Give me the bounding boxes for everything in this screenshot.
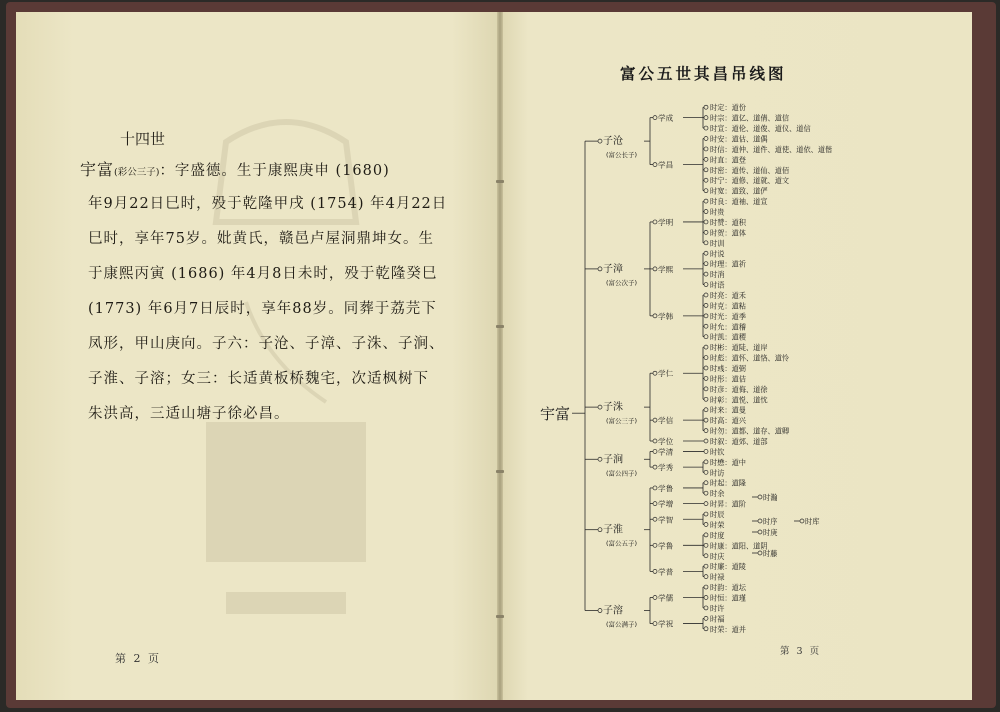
grandson-name: 学明 [658, 217, 674, 227]
descendant-entry: 时来：道曼 [710, 405, 746, 415]
item-node-marker [704, 491, 708, 495]
descendant-entry: 时藤 [763, 549, 778, 558]
descendant-entry: 时昇：道阶 [710, 499, 746, 509]
descendant-entry: 时说 [710, 249, 725, 259]
extension-node-marker [758, 519, 762, 523]
grandson-name: 学祝 [658, 619, 674, 629]
item-node-marker [704, 303, 708, 307]
descendant-entry: 时庆 [710, 551, 725, 561]
son-node-marker [598, 457, 602, 461]
son-node-marker [598, 528, 602, 532]
son-name: 子沧 [603, 136, 623, 148]
son-note: (富公三子) [606, 417, 638, 426]
descendant-entry: 时彪：道怀、道恪、道怜 [710, 353, 790, 363]
descendant-entry: 时度 [710, 530, 725, 540]
item-node-marker [704, 429, 708, 433]
item-node-marker [704, 105, 708, 109]
item-node-marker [704, 210, 708, 214]
descendant-entry: 时懋：道中 [710, 457, 746, 467]
grandson-name: 学儒 [658, 593, 674, 603]
son-name: 子涧 [603, 454, 623, 466]
descendant-entry: 时钦 [710, 447, 725, 457]
extension-node-marker [800, 519, 804, 523]
item-node-marker [704, 397, 708, 401]
child-node-marker [653, 418, 657, 422]
descendant-entry: 时辰 [710, 510, 725, 520]
descendant-entry: 时库 [805, 517, 820, 526]
item-node-marker [704, 376, 708, 380]
item-node-marker [704, 366, 708, 370]
item-node-marker [704, 314, 708, 318]
grandson-name: 学清 [658, 447, 674, 457]
descendant-entry: 时信：道仲、道件、道使、道依、道偕 [710, 144, 833, 154]
son-name: 子洙 [603, 402, 623, 414]
item-node-marker [704, 575, 708, 579]
child-node-marker [653, 543, 657, 547]
child-node-marker [653, 314, 657, 318]
item-node-marker [704, 512, 708, 516]
child-node-marker [653, 517, 657, 521]
child-node-marker [653, 220, 657, 224]
descendant-entry: 时彤：道佶 [710, 374, 746, 384]
descendant-entry: 时余 [710, 489, 725, 499]
descendant-entry: 时训 [710, 238, 725, 248]
item-node-marker [704, 595, 708, 599]
descendant-entry: 时赞：道积 [710, 217, 746, 227]
grandson-name: 学韩 [658, 311, 674, 321]
descendant-entry: 时宁：道修、道就、道文 [710, 176, 790, 186]
grandson-name: 学熙 [658, 264, 674, 274]
descendant-entry: 时康：道阳、道阴 [710, 541, 768, 551]
descendant-entry: 时贺：道体 [710, 228, 746, 238]
text-line-6: 凤形，甲山庚向。子六：子沧、子漳、子洙、子涧、 [88, 336, 445, 352]
grandson-name: 学鲁 [658, 541, 674, 551]
child-node-marker [653, 465, 657, 469]
descendant-entry: 时勿：道都、道存、道卿 [710, 426, 790, 436]
son-node-marker [598, 139, 602, 143]
item-node-marker [704, 220, 708, 224]
item-node-marker [704, 585, 708, 589]
son-name: 子溶 [603, 605, 623, 617]
child-node-marker [653, 449, 657, 453]
text-line-1-rest: ：字盛德。生于康熙庚申 (1680) [159, 163, 390, 179]
son-name: 子漳 [603, 263, 623, 275]
grandson-name: 学仁 [658, 369, 674, 379]
descendant-entry: 时定：道份 [710, 103, 746, 113]
item-node-marker [704, 147, 708, 151]
grandson-name: 学智 [658, 515, 674, 525]
item-node-marker [704, 606, 708, 610]
grandson-name: 学鲁 [658, 483, 674, 493]
person-name: 宇富 [80, 160, 115, 179]
descendant-entry: 时彧：道弼 [710, 364, 746, 373]
item-node-marker [704, 449, 708, 453]
grandson-name: 学信 [658, 416, 674, 426]
grandson-name: 学增 [658, 499, 674, 509]
item-node-marker [704, 230, 708, 234]
descendant-entry: 时彰：道悦、道忱 [710, 395, 768, 405]
descendant-entry: 时语 [710, 280, 725, 290]
item-node-marker [704, 522, 708, 526]
item-node-marker [704, 481, 708, 485]
item-node-marker [704, 178, 708, 182]
son-note: (富公长子) [606, 151, 638, 160]
descendant-entry: 时禄 [710, 572, 725, 582]
chart-title: 富公五世其昌吊线图 [620, 65, 787, 83]
item-node-marker [704, 533, 708, 537]
item-node-marker [704, 408, 708, 412]
item-node-marker [704, 324, 708, 328]
son-note: (富公四子) [606, 469, 638, 478]
text-line-5: (1773) 年6月7日辰时，享年88岁。同葬于荔芫下 [88, 301, 437, 317]
item-node-marker [704, 460, 708, 464]
descendant-entry: 时福 [710, 614, 725, 624]
descendant-entry: 时消 [710, 270, 725, 280]
descendant-entry: 时凯：道稷 [710, 332, 746, 342]
descendant-entry: 时彬：道陡、道岸 [710, 343, 768, 353]
item-node-marker [704, 564, 708, 568]
item-node-marker [704, 251, 708, 255]
item-node-marker [704, 189, 708, 193]
child-node-marker [653, 622, 657, 626]
item-node-marker [704, 418, 708, 422]
text-line-3: 巳时，享年75岁。妣黄氏，赣邑卢屋洞鼎坤女。生 [88, 231, 434, 247]
item-node-marker [704, 356, 708, 360]
item-node-marker [704, 241, 708, 245]
person-note: (彩公三子) [114, 167, 160, 178]
item-node-marker [704, 616, 708, 620]
descendant-entry: 时序 [763, 517, 778, 526]
descendant-entry: 时恒：道瑾 [710, 593, 746, 603]
descendant-entry: 时允：道稽 [710, 322, 746, 332]
son-name: 子淮 [603, 524, 623, 536]
grandson-name: 学昌 [658, 160, 674, 170]
item-node-marker [704, 543, 708, 547]
item-node-marker [704, 199, 708, 203]
son-node-marker [598, 405, 602, 409]
right-page-number: 第 3 页 [780, 646, 822, 657]
item-node-marker [704, 168, 708, 172]
item-node-marker [704, 345, 708, 349]
child-node-marker [653, 569, 657, 573]
descendant-entry: 时庚 [763, 528, 778, 537]
child-node-marker [653, 486, 657, 490]
item-node-marker [704, 470, 708, 474]
descendant-entry: 时廉：道陵 [710, 562, 746, 572]
grandson-name: 学秀 [658, 463, 674, 473]
descendant-entry: 时高：道兴 [710, 416, 746, 426]
item-node-marker [704, 439, 708, 443]
child-node-marker [653, 595, 657, 599]
child-node-marker [653, 371, 657, 375]
grandson-name: 学成 [658, 113, 674, 123]
descendant-entry: 时宣：道伦、道俊、道仪、道信 [710, 124, 811, 134]
item-node-marker [704, 293, 708, 297]
item-node-marker [704, 137, 708, 141]
text-line-4: 于康熙丙寅 (1686) 年4月8日未时，殁于乾隆癸巳 [88, 266, 438, 282]
son-note: (富公五子) [606, 539, 638, 548]
grandson-name: 学普 [658, 567, 674, 577]
child-node-marker [653, 439, 657, 443]
descendant-entry: 时韵：道坛 [710, 583, 746, 593]
item-node-marker [704, 126, 708, 130]
text-line-8: 朱洪高，三适山塘子徐必昌。 [88, 406, 290, 422]
descendant-entry: 时许 [710, 603, 725, 613]
text-line-2: 年9月22日巳时，殁于乾隆甲戌 (1754) 年4月22日 [88, 196, 448, 212]
son-node-marker [598, 609, 602, 613]
descendant-entry: 时宗：道亿、道倩、道信 [710, 113, 790, 123]
descendant-entry: 时理：道祈 [710, 259, 746, 269]
root-name: 宇富 [540, 405, 571, 424]
descendant-entry: 时克：道粘 [710, 301, 746, 311]
item-node-marker [704, 116, 708, 120]
descendant-entry: 时直：道登 [710, 155, 746, 165]
child-node-marker [653, 502, 657, 506]
descendant-entry: 时宽：道致、道俨 [710, 186, 768, 196]
child-node-marker [653, 163, 657, 167]
descendant-entry: 时安：道估、道偶 [710, 134, 768, 144]
item-node-marker [704, 157, 708, 161]
descendant-entry: 时叙：道郊、道部 [710, 437, 768, 447]
descendant-entry: 时荣 [710, 520, 725, 530]
descendant-entry: 时访 [710, 468, 725, 478]
item-node-marker [704, 272, 708, 276]
descendant-entry: 时瀚 [763, 493, 778, 502]
left-page-number: 第 2 页 [115, 652, 161, 665]
extension-node-marker [758, 530, 762, 534]
extension-node-marker [758, 495, 762, 499]
descendant-entry: 时荣：道并 [710, 624, 746, 634]
item-node-marker [704, 554, 708, 558]
child-node-marker [653, 116, 657, 120]
item-node-marker [704, 502, 708, 506]
son-note: (富公满子) [606, 620, 638, 629]
descendant-entry: 时彦：道侮、道徐 [710, 384, 768, 394]
son-node-marker [598, 267, 602, 271]
descendant-entry: 时密：道传、道仙、道佰 [710, 165, 790, 175]
extension-node-marker [758, 551, 762, 555]
grandson-name: 学位 [658, 437, 674, 447]
item-node-marker [704, 283, 708, 287]
generation-heading: 十四世 [120, 130, 166, 148]
child-node-marker [653, 267, 657, 271]
item-node-marker [704, 262, 708, 266]
descendant-entry: 时贵 [710, 207, 725, 217]
descendant-entry: 时亮：道禾 [710, 290, 746, 300]
descendant-entry: 时起：道隆 [710, 478, 746, 488]
item-node-marker [704, 627, 708, 631]
son-note: (富公次子) [606, 278, 638, 287]
descendant-entry: 时光：道季 [710, 311, 746, 321]
text-line-7: 子淮、子溶；女三：长适黄板桥魏宅，次适枫树下 [88, 371, 429, 387]
item-node-marker [704, 387, 708, 391]
descendant-entry: 时良：道袖、道宣 [710, 197, 768, 207]
item-node-marker [704, 335, 708, 339]
